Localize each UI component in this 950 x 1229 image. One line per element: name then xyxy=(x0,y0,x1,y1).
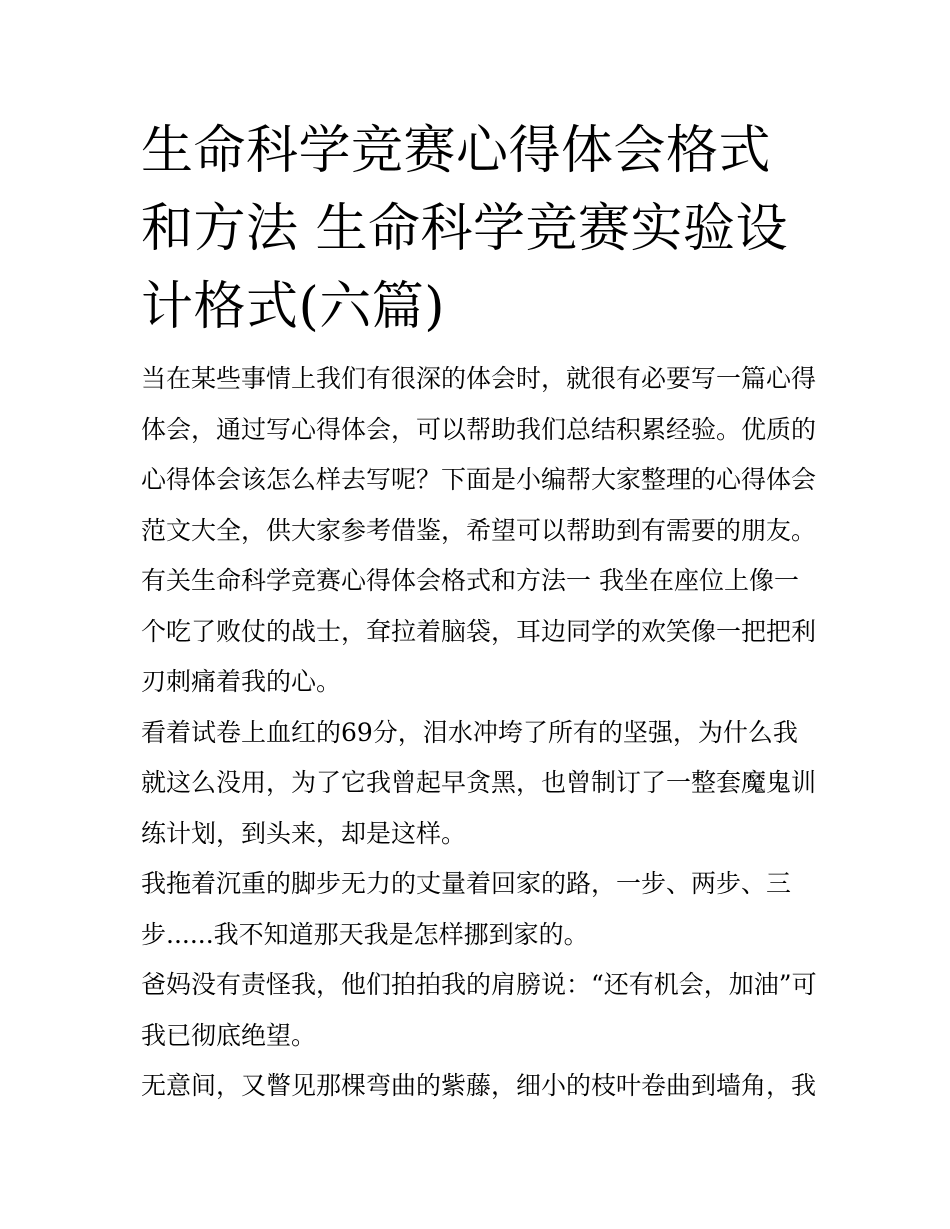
paragraph-intro: 当在某些事情上我们有很深的体会时，就很有必要写一篇心得体会，通过写心得体会，可以帮助我们总结积累经验。优质的心得体会该怎么样去写呢？下面是小编帮大家整理的心得体会范文大全，供大家参考借鉴，希望可以帮助到有需要的朋友。 xyxy=(141,364,817,545)
paragraph-parents: 爸妈没有责怪我，他们拍拍我的肩膀说：“还有机会，加油”可我已彻底绝望。 xyxy=(141,970,817,1050)
paragraph-exam-score: 看着试卷上血红的69分，泪水冲垮了所有的坚强，为什么我就这么没用，为了它我曾起早贪黑，也曾制订了一整套魔鬼训练计划，到头来，却是这样。 xyxy=(141,717,817,848)
paragraph-walk-home: 我拖着沉重的脚步无力的丈量着回家的路，一步、两步、三步......我不知道那天我是怎样挪到家的。 xyxy=(141,869,792,949)
paragraph-wisteria: 无意间，又瞥见那棵弯曲的紫藤，细小的枝叶卷曲到墙角，我 xyxy=(141,1071,817,1100)
paragraph-section-one: 有关生命科学竞赛心得体会格式和方法一 我坐在座位上像一个吃了败仗的战士，耷拉着脑袋，耳边同学的欢笑像一把把利刃刺痛着我的心。 xyxy=(141,566,817,696)
document-body xyxy=(141,354,821,1112)
document-title: 生命科学竞赛心得体会格式和方法 生命科学竞赛实验设计格式(六篇) xyxy=(141,121,789,337)
